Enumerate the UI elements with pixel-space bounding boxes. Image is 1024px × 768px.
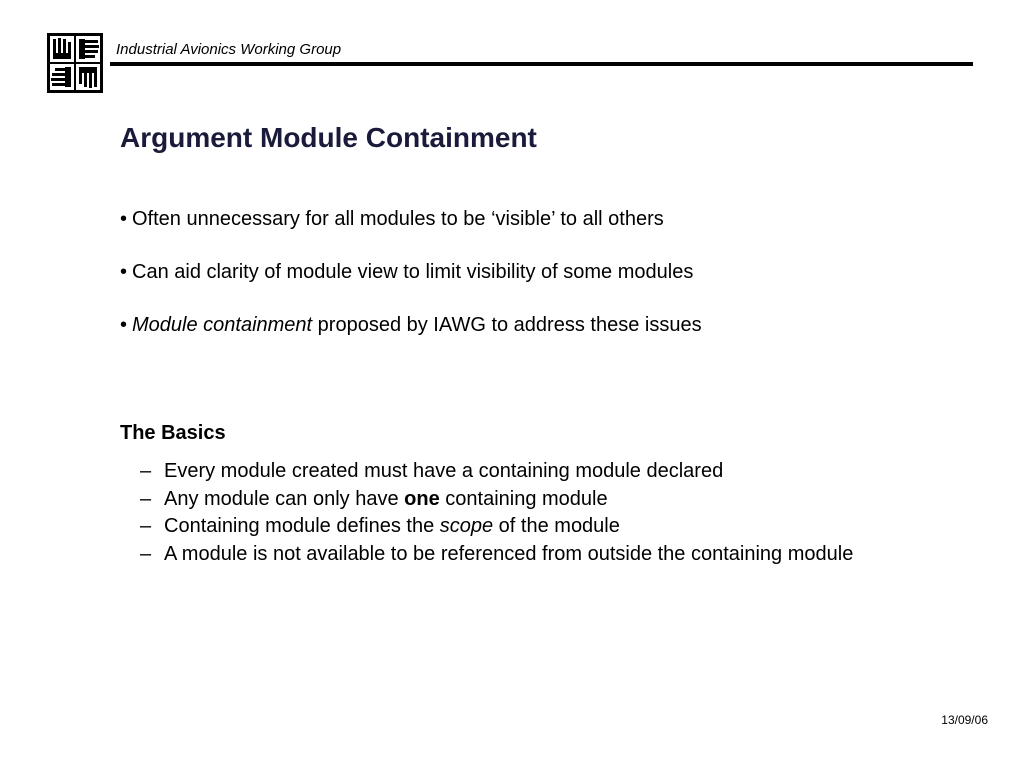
basics-text: Containing module defines the (164, 515, 440, 537)
dash-marker: – (140, 487, 152, 510)
slide-title: Argument Module Containment (120, 122, 537, 153)
section-heading: The Basics (120, 422, 226, 444)
basics-item (140, 486, 900, 514)
basics-text: A module is not available to be referenced from outside the containing module (164, 542, 854, 565)
dash-marker: – (140, 460, 152, 482)
bullet-text: proposed by IAWG to address these issues (312, 314, 702, 336)
organization-name: Industrial Avionics Working Group (116, 41, 342, 58)
basics-text: Any module can only have (164, 487, 405, 510)
basics-text: containing module (439, 487, 608, 510)
bullet-item (120, 314, 980, 367)
header-divider (110, 62, 973, 66)
basics-item (140, 513, 900, 541)
bullet-text: Can aid clarity of module view to limit visibility of some modules (132, 261, 694, 283)
footer-date: 13/09/06 (941, 713, 988, 727)
bullet-marker: • (120, 261, 128, 283)
bullet-marker: • (120, 314, 128, 336)
bullet-item (120, 261, 980, 314)
basics-text: Every module created must have a containing module declared (164, 460, 724, 482)
bullet-emphasis: Module containment (132, 314, 313, 336)
iawg-hands-logo-icon (47, 33, 103, 93)
bullet-list (120, 208, 980, 367)
basics-emphasis: scope (439, 515, 494, 537)
bullet-item (120, 208, 980, 261)
basics-bold: one (404, 487, 440, 510)
bullet-text: Often unnecessary for all modules to be ‘visible’ to all others (132, 208, 664, 230)
dash-marker: – (140, 515, 152, 537)
basics-list (140, 458, 900, 568)
basics-item (140, 541, 900, 569)
dash-marker: – (140, 542, 152, 565)
basics-text: of the module (493, 515, 620, 537)
bullet-marker: • (120, 208, 128, 230)
basics-item (140, 458, 900, 486)
